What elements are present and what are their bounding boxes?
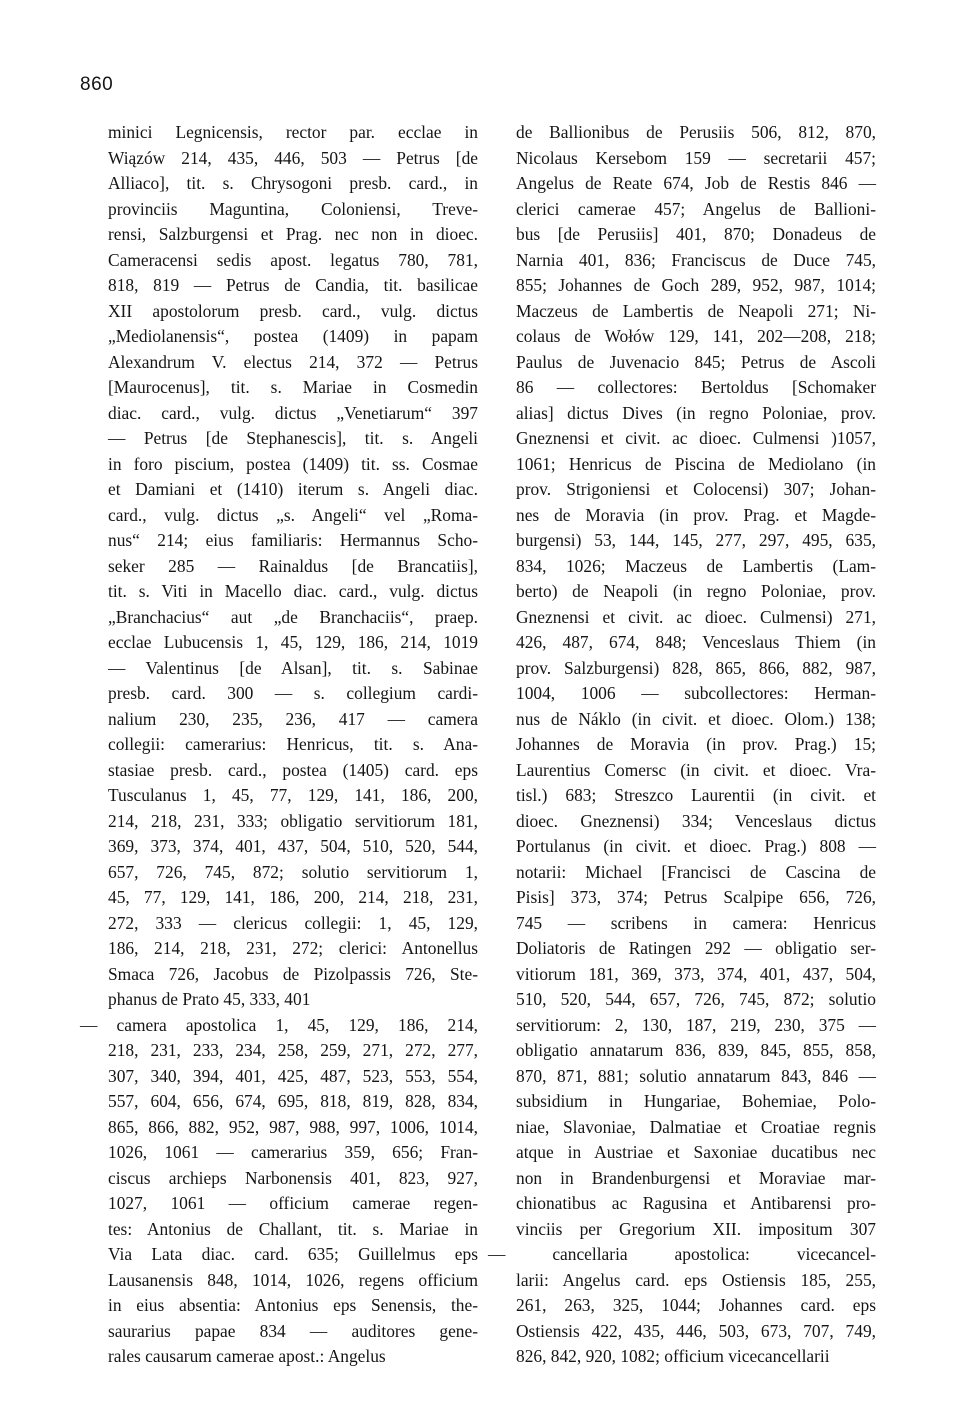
text-line: ecclae Lubucensis 1, 45, 129, 186, 214, 1019 <box>108 632 478 652</box>
text-line: Ostiensis 422, 435, 446, 503, 673, 707, 749, <box>516 1320 876 1341</box>
text-line: 855; Johannes de Goch 289, 952, 987, 1014; <box>516 275 876 295</box>
text-line: 426, 487, 674, 848; Venceslaus Thiem (in <box>516 632 876 652</box>
text-line: [Maurocenus], tit. s. Mariae in Cosmedin <box>108 377 478 397</box>
text-line: Tusculanus 1, 45, 77, 129, 141, 186, 200, <box>108 785 478 805</box>
text-line: — Valentinus [de Alsan], tit. s. Sabinae <box>108 657 478 678</box>
text-line: provinciis Maguntina, Coloniensi, Treve- <box>108 198 478 219</box>
text-line: Cameracensi sedis apost. legatus 780, 781, <box>108 249 478 270</box>
text-line: colaus de Wołów 129, 141, 202—208, 218; <box>516 326 876 346</box>
text-line: seker 285 — Rainaldus [de Brancatiis], <box>108 555 478 576</box>
text-line: Smaca 726, Jacobus de Pizolpassis 726, Ste- <box>108 963 478 984</box>
text-line: 1027, 1061 — officium camerae regen- <box>108 1193 478 1213</box>
text-line: — camera apostolica 1, 45, 129, 186, 214, <box>80 1014 478 1035</box>
text-line: notarii: Michael [Francisci de Cascina de <box>516 861 876 882</box>
text-line: tisl.) 683; Streszco Laurentii (in civit. et <box>516 785 876 805</box>
text-line: 510, 520, 544, 657, 726, 745, 872; solutio <box>516 989 876 1009</box>
text-line: niae, Slavoniae, Dalmatiae et Croatiae regnis <box>516 1116 876 1137</box>
text-line: alias] dictus Dives (in regno Poloniae, prov. <box>516 402 876 423</box>
text-line: clerici camerae 457; Angelus de Ballioni- <box>516 198 876 219</box>
text-line: minici Legnicensis, rector par. ecclae in <box>108 122 478 142</box>
text-line: in eius absentia: Antonius eps Senensis, the- <box>108 1295 478 1315</box>
text-line: diac. card., vulg. dictus „Venetiarum“ 397 <box>108 402 478 423</box>
text-line: bus [de Perusiis] 401, 870; Donadeus de <box>516 224 876 244</box>
text-line: Maczeus de Lambertis de Neapoli 271; Ni- <box>516 300 876 321</box>
text-line: Narnia 401, 836; Franciscus de Duce 745, <box>516 249 876 270</box>
text-line: 1026, 1061 — camerarius 359, 656; Fran- <box>108 1142 478 1162</box>
text-line: Johannes de Moravia (in prov. Prag.) 15; <box>516 734 876 754</box>
page-number: 860 <box>80 74 114 95</box>
text-line: 826, 842, 920, 1082; officium vicecancellarii <box>516 1346 830 1366</box>
text-line: Laurentius Comersc (in civit. et dioec. Vra- <box>516 759 876 780</box>
text-line: 218, 231, 233, 234, 258, 259, 271, 272, 277, <box>108 1040 478 1060</box>
text-line: atque in Austriae et Saxoniae ducatibus nec <box>516 1142 876 1162</box>
text-line: Gneznensi et civit. ac dioec. Culmensi) 271, <box>516 606 876 627</box>
text-line: presb. card. 300 — s. collegium cardi- <box>108 683 478 703</box>
text-line: „Branchacius“ aut „de Branchaciis“, praep. <box>108 606 478 627</box>
text-line: Gneznensi et civit. ac dioec. Culmensi )1057, <box>516 428 876 448</box>
text-line: 45, 77, 129, 141, 186, 200, 214, 218, 231, <box>108 887 478 907</box>
left-column <box>80 120 478 1370</box>
text-line: 870, 871, 881; solutio annatarum 843, 846 — <box>516 1065 876 1086</box>
text-line: de Ballionibus de Perusiis 506, 812, 870, <box>516 122 876 142</box>
text-line: larii: Angelus card. eps Ostiensis 185, 255, <box>516 1269 876 1290</box>
text-line: Angelus de Reate 674, Job de Restis 846 — <box>516 173 876 193</box>
text-line: nus de Náklo (in civit. et dioec. Olom.) 138; <box>516 708 876 729</box>
text-line: 186, 214, 218, 231, 272; clerici: Antonellus <box>108 938 478 958</box>
text-line: phanus de Prato 45, 333, 401 <box>108 989 311 1009</box>
text-line: 834, 1026; Maczeus de Lambertis (Lam- <box>516 555 876 576</box>
text-line: ciscus archieps Narbonensis 401, 823, 927, <box>108 1167 478 1188</box>
text-line: non in Brandenburgensi et Moraviae mar- <box>516 1167 876 1188</box>
text-line: Via Lata diac. card. 635; Guillelmus eps <box>108 1244 478 1264</box>
text-line: 745 — scribens in camera: Henricus <box>516 912 876 933</box>
text-line: Pisis] 373, 374; Petrus Scalpipe 656, 726, <box>516 887 876 907</box>
text-line: 214, 218, 231, 333; obligatio servitiorum 181, <box>108 810 478 831</box>
text-line: Wiązów 214, 435, 446, 503 — Petrus [de <box>108 147 478 168</box>
text-line: 369, 373, 374, 401, 437, 504, 510, 520, 544, <box>108 836 478 856</box>
text-line: 1004, 1006 — subcollectores: Herman- <box>516 683 876 703</box>
text-line: rensi, Salzburgensi et Prag. nec non in dioec. <box>108 224 478 244</box>
text-line: et Damiani et (1410) iterum s. Angeli diac. <box>108 479 478 499</box>
text-line: prov. Strigoniensi et Colocensi) 307; Johan- <box>516 479 876 499</box>
text-line: prov. Salzburgensi) 828, 865, 866, 882, 987, <box>516 657 876 678</box>
text-line: 657, 726, 745, 872; solutio servitiorum 1, <box>108 861 478 882</box>
text-line: XII apostolorum presb. card., vulg. dictus <box>108 300 478 321</box>
text-line: 865, 866, 882, 952, 987, 988, 997, 1006, 1014, <box>108 1116 478 1137</box>
text-line: 307, 340, 394, 401, 425, 487, 523, 553, 554, <box>108 1065 478 1086</box>
text-line: tes: Antonius de Challant, tit. s. Mariae in <box>108 1218 478 1239</box>
text-line: Paulus de Juvenacio 845; Petrus de Ascoli <box>516 351 876 372</box>
text-line: stasiae presb. card., postea (1405) card. eps <box>108 759 478 780</box>
right-column <box>488 120 876 1370</box>
text-line: card., vulg. dictus „s. Angeli“ vel „Roma- <box>108 504 478 525</box>
text-line: Nicolaus Kersebom 159 — secretarii 457; <box>516 147 876 168</box>
text-line: 818, 819 — Petrus de Candia, tit. basilicae <box>108 275 478 295</box>
text-line: vinciis per Gregorium XII. impositum 307 <box>516 1218 876 1239</box>
text-line: rales causarum camerae apost.: Angelus <box>108 1346 386 1366</box>
text-line: vitiorum 181, 369, 373, 374, 401, 437, 504, <box>516 963 876 984</box>
text-line: nes de Moravia (in prov. Prag. et Magde- <box>516 504 876 525</box>
text-line: 86 — collectores: Bertoldus [Schomaker <box>516 377 876 397</box>
text-line: „Mediolanensis“, postea (1409) in papam <box>108 326 478 346</box>
text-line: Portulanus (in civit. et dioec. Prag.) 808 — <box>516 836 876 856</box>
text-line: chionatibus ac Ragusina et Antibarensi pro- <box>516 1193 876 1213</box>
text-line: Doliatoris de Ratingen 292 — obligatio ser- <box>516 938 876 958</box>
text-line: 272, 333 — clericus collegii: 1, 45, 129, <box>108 912 478 933</box>
text-line: collegii: camerarius: Henricus, tit. s. Ana- <box>108 734 478 754</box>
text-line: burgensi) 53, 144, 145, 277, 297, 495, 635, <box>516 530 876 550</box>
text-line: dioec. Gneznensi) 334; Venceslaus dictus <box>516 810 876 831</box>
text-line: in foro piscium, postea (1409) tit. ss. Cosmae <box>108 453 478 474</box>
text-line: nus“ 214; eius familiaris: Hermannus Scho- <box>108 530 478 550</box>
text-line: — Petrus [de Stephanescis], tit. s. Angeli <box>108 428 478 448</box>
text-line: 557, 604, 656, 674, 695, 818, 819, 828, 834, <box>108 1091 478 1111</box>
text-line: Alliaco], tit. s. Chrysogoni presb. card., in <box>108 173 478 193</box>
text-line: 1061; Henricus de Piscina de Mediolano (in <box>516 453 876 474</box>
text-line: 261, 263, 325, 1044; Johannes card. eps <box>516 1295 876 1315</box>
text-line: Lausanensis 848, 1014, 1026, regens officium <box>108 1269 478 1290</box>
text-line: servitiorum: 2, 130, 187, 219, 230, 375 — <box>516 1014 876 1035</box>
text-line: tit. s. Viti in Macello diac. card., vulg. dictus <box>108 581 478 601</box>
text-line: berto) de Neapoli (in regno Poloniae, prov. <box>516 581 876 601</box>
text-line: subsidium in Hungariae, Bohemiae, Polo- <box>516 1091 876 1111</box>
text-line: nalium 230, 235, 236, 417 — camera <box>108 708 478 729</box>
text-line: Alexandrum V. electus 214, 372 — Petrus <box>108 351 478 372</box>
text-line: saurarius papae 834 — auditores gene- <box>108 1320 478 1341</box>
text-line: obligatio annatarum 836, 839, 845, 855, 858, <box>516 1040 876 1060</box>
text-line: — cancellaria apostolica: vicecancel- <box>488 1244 876 1264</box>
